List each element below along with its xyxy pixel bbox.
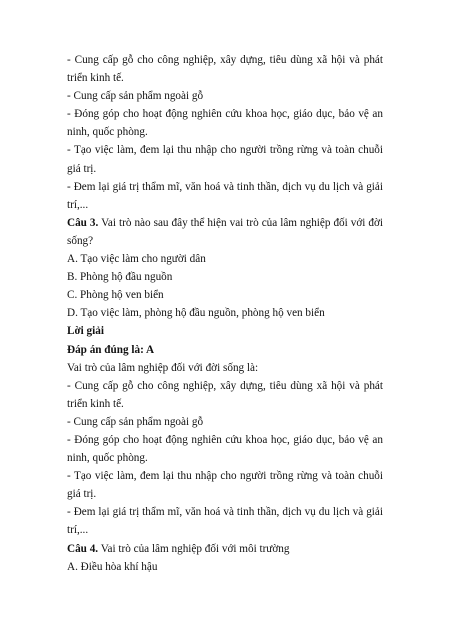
question-3-option-d: D. Tạo việc làm, phòng hộ đầu nguồn, phòng hộ ven biển bbox=[67, 307, 325, 320]
explanation-item: - Đem lại giá trị thẩm mĩ, văn hoá và tinh thần, dịch vụ du lịch và giải trí,... bbox=[67, 506, 383, 537]
intro-item: - Cung cấp gỗ cho công nghiệp, xây dựng, tiêu dùng xã hội và phát triển kinh tế. bbox=[67, 54, 383, 85]
question-3-option-c: C. Phòng hộ ven biển bbox=[67, 289, 164, 302]
question-3 bbox=[67, 214, 383, 250]
solution-heading: Lời giải bbox=[67, 325, 104, 338]
question-3-option-a: A. Tạo việc làm cho người dân bbox=[67, 253, 206, 266]
intro-item: - Đem lại giá trị thẩm mĩ, văn hoá và tinh thần, dịch vụ du lịch và giải trí,... bbox=[67, 180, 383, 211]
explanation-item: - Tạo việc làm, đem lại thu nhập cho người trồng rừng và toàn chuỗi giá trị. bbox=[67, 470, 383, 501]
correct-answer: Đáp án đúng là: A bbox=[67, 343, 155, 356]
explanation-intro: Vai trò của lâm nghiệp đối với đời sống là: bbox=[67, 361, 259, 374]
explanation-item: - Cung cấp sản phẩm ngoài gỗ bbox=[67, 415, 204, 428]
question-4-text: Vai trò của lâm nghiệp đối với môi trường bbox=[98, 542, 290, 555]
explanation-item: - Đóng góp cho hoạt động nghiên cứu khoa học, giáo dục, bảo vệ an ninh, quốc phòng. bbox=[67, 433, 383, 465]
intro-item: - Tạo việc làm, đem lại thu nhập cho người trồng rừng và toàn chuỗi giá trị. bbox=[67, 144, 383, 175]
question-4-option-a: A. Điều hòa khí hậu bbox=[67, 560, 158, 573]
question-3-label: Câu 3. bbox=[67, 216, 99, 229]
question-4 bbox=[67, 540, 383, 558]
intro-item: - Cung cấp sản phẩm ngoài gỗ bbox=[67, 90, 204, 103]
document-body bbox=[67, 51, 383, 576]
question-3-option-b: B. Phòng hộ đầu nguồn bbox=[67, 271, 173, 284]
explanation-item: - Cung cấp gỗ cho công nghiệp, xây dựng, tiêu dùng xã hội và phát triển kinh tế. bbox=[67, 379, 383, 410]
question-3-text: Vai trò nào sau đây thể hiện vai trò của lâm nghiệp đối với đời sống? bbox=[67, 216, 383, 247]
question-4-label: Câu 4. bbox=[67, 542, 99, 555]
intro-item: - Đóng góp cho hoạt động nghiên cứu khoa học, giáo dục, bảo vệ an ninh, quốc phòng. bbox=[67, 108, 383, 139]
